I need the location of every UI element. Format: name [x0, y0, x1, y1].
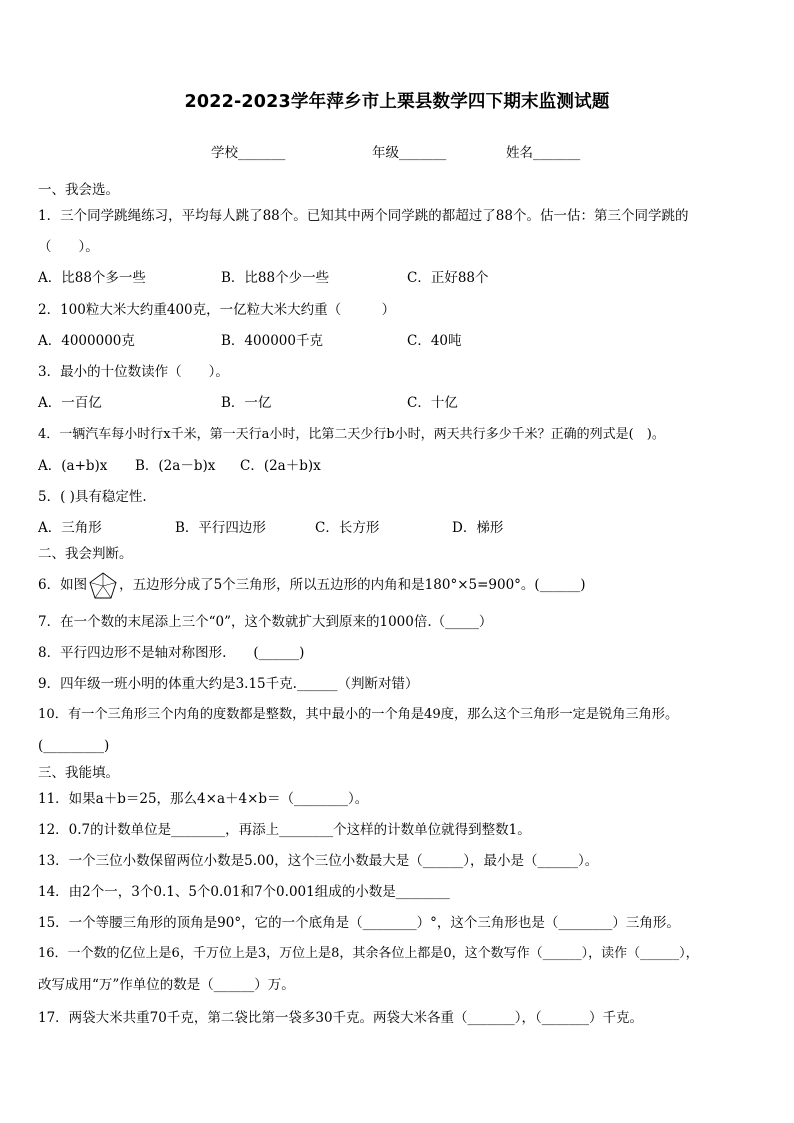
question-6-statement: ，五边形分成了5个三角形，所以五边形的内角和是180°×5=900°。(______): [119, 577, 586, 593]
question-17: 17．两袋大米共重70千克，第二袋比第一袋多30千克。两袋大米各重（_______），（_______）千克。: [38, 1010, 644, 1026]
question-6-prefix: 6．如图: [38, 577, 88, 593]
question-3: 3．最小的十位数读作（ ）。: [38, 364, 229, 380]
question-1-line-1: 1．三个同学跳绳练习，平均每人跳了88个。已知其中两个同学跳的都超过了88个。估一估：第三个同学跳的: [38, 208, 689, 224]
question-4-option-b: B．(2a－b)x: [135, 458, 216, 474]
question-12: 12．0.7的计数单位是________，再添上________个这样的计数单位就得到整数1。: [38, 822, 531, 838]
question-2-option-a: A．4000000克: [38, 333, 135, 349]
question-3-option-b: B．一亿: [221, 395, 272, 411]
pentagon-figure-icon: [88, 571, 118, 601]
question-7: 7．在一个数的末尾添上三个“0”，这个数就扩大到原来的1000倍.（_____）: [38, 614, 493, 630]
question-5-option-d: D．梯形: [452, 520, 504, 536]
question-1-line-2: （ ）。: [38, 239, 99, 255]
question-1-option-c: C．正好88个: [407, 270, 489, 286]
question-2-option-b: B．400000千克: [221, 333, 323, 349]
page-title: 2022-2023学年萍乡市上栗县数学四下期末监测试题: [184, 92, 610, 112]
question-16-line-2: 改写成用“万”作单位的数是（______）万。: [38, 977, 295, 993]
question-2: 2．100粒大米大约重400克，一亿粒大米大约重（ ）: [38, 302, 396, 318]
school-field: 学校_______: [211, 145, 286, 161]
question-10-line-2: (_________): [38, 738, 110, 754]
question-4-option-c: C．(2a＋b)x: [240, 458, 321, 474]
section-heading-judge: 二、我会判断。: [38, 546, 133, 562]
question-6: [38, 570, 585, 601]
question-10-line-1: 10．有一个三角形三个内角的度数都是整数，其中最小的一个角是49度，那么这个三角形一定是锐角三角形。: [38, 707, 679, 722]
name-field: 姓名_______: [506, 145, 581, 161]
question-5-option-a: A．三角形: [38, 520, 102, 536]
question-3-option-a: A．一百亿: [38, 395, 102, 411]
question-13: 13．一个三位小数保留两位小数是5.00，这个三位小数最大是（______），最小是（______）。: [38, 853, 599, 869]
question-1-option-a: A．比88个多一些: [38, 270, 146, 286]
question-4-option-a: A．(a+b)x: [38, 458, 108, 474]
question-5: 5．( )具有稳定性.: [38, 489, 147, 505]
grade-field: 年级_______: [372, 145, 447, 161]
question-11: 11．如果a＋b＝25，那么4×a＋4×b＝（________）。: [38, 791, 369, 807]
question-15: 15．一个等腰三角形的顶角是90°，它的一个底角是（________）°，这个三角形也是（________）三角形。: [38, 915, 680, 931]
question-8: 8．平行四边形不是轴对称图形. (______): [38, 645, 305, 661]
question-4: 4．一辆汽车每小时行x千米，第一天行a小时，比第二天少行b小时，两天共行多少千米？正确的列式是( )。: [38, 427, 665, 442]
question-2-option-c: C．40吨: [407, 333, 462, 349]
question-5-option-b: B．平行四边形: [175, 520, 266, 536]
question-16-line-1: 16．一个数的亿位上是6，千万位上是3，万位上是8，其余各位上都是0，这个数写作（______），读作（______），: [38, 946, 699, 961]
question-5-option-c: C．长方形: [315, 520, 380, 536]
question-14: 14．由2个一，3个0.1、5个0.01和7个0.001组成的小数是________: [38, 884, 450, 900]
question-3-option-c: C．十亿: [407, 395, 458, 411]
question-9: 9．四年级一班小明的体重大约是3.15千克.______（判断对错）: [38, 676, 419, 692]
question-1-option-b: B．比88个少一些: [221, 270, 330, 286]
section-heading-choose: 一、我会选。: [38, 182, 119, 198]
section-heading-fill: 三、我能填。: [38, 765, 119, 781]
